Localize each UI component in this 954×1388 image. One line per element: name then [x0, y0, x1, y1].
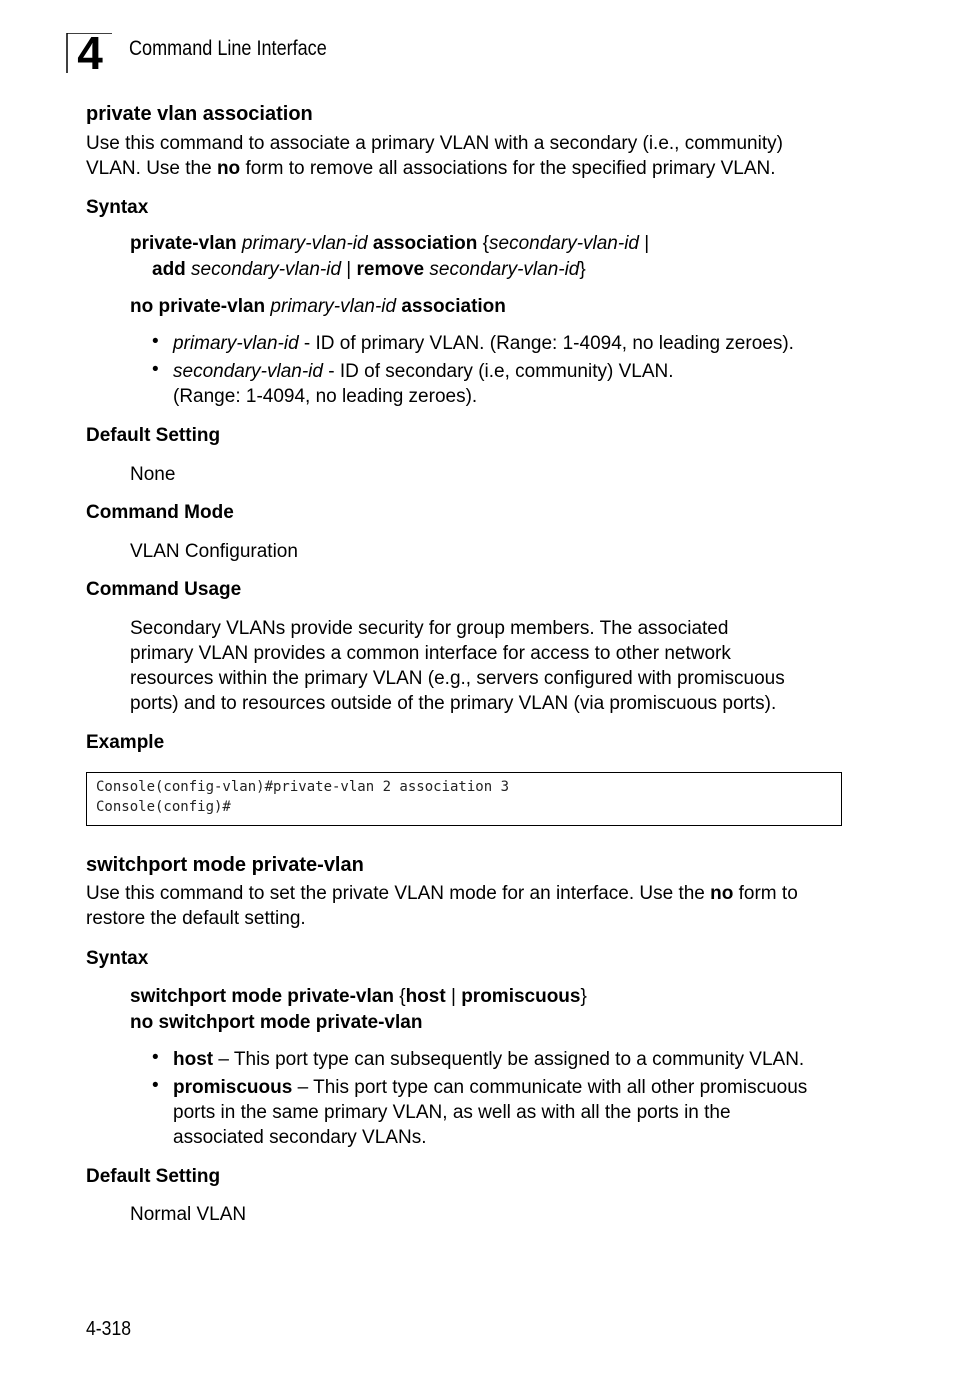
syntax-heading: Syntax: [86, 948, 149, 969]
command-description: Use this command to associate a primary VLAN with a secondary (i.e., community) VLAN. Use the no form to remove all associations for the specified primary VLAN.: [86, 133, 783, 179]
code-line: Console(config)#: [96, 799, 231, 815]
code-example-box: [86, 772, 842, 826]
running-header: Command Line Interface: [129, 37, 327, 60]
param-primary-vlan-id: primary-vlan-id - ID of primary VLAN. (Range: 1-4094, no leading zeroes).: [173, 333, 794, 354]
command-description: Use this command to set the private VLAN mode for an interface. Use the no form to restore the default setting.: [86, 883, 798, 929]
code-line: Console(config-vlan)#private-vlan 2 association 3: [96, 779, 510, 795]
svg-text:4: 4: [77, 33, 103, 73]
syntax-line: switchport mode private-vlan {host | promiscuous} no switchport mode private-vlan: [130, 986, 587, 1033]
syntax-line: private-vlan primary-vlan-id association {secondary-vlan-id | add secondary-vlan-id | remove secondary-vlan-id}: [130, 233, 650, 280]
default-setting-heading: Default Setting: [86, 1166, 221, 1187]
param-host: host – This port type can subsequently be assigned to a community VLAN.: [173, 1049, 805, 1070]
param-secondary-vlan-id: secondary-vlan-id - ID of secondary (i.e, community) VLAN. (Range: 1-4094, no leading zeroes).: [173, 361, 674, 407]
default-setting-value: Normal VLAN: [130, 1204, 247, 1225]
bullet: •: [152, 359, 159, 380]
command-mode-value: VLAN Configuration: [130, 541, 298, 562]
bullet: •: [152, 1075, 159, 1096]
bullet: •: [152, 1047, 159, 1068]
param-promiscuous: promiscuous – This port type can communicate with all other promiscuous ports in the same primary VLAN, as well as with all the ports in the associated secondary VLANs.: [173, 1077, 808, 1148]
bullet: •: [152, 331, 159, 352]
command-usage-text: Secondary VLANs provide security for group members. The associated primary VLAN provides a common interface for access to other network resources within the primary VLAN (e.g., servers configured with promiscuous ports) and to resources outside of the primary VLAN (via promiscuous ports).: [130, 618, 785, 714]
syntax-heading: Syntax: [86, 197, 149, 218]
command-title: private vlan association: [86, 103, 313, 125]
command-title: switchport mode private-vlan: [86, 854, 364, 876]
syntax-line-no-form: no private-vlan primary-vlan-id association: [130, 296, 506, 317]
example-heading: Example: [86, 732, 165, 753]
default-setting-value: None: [130, 464, 176, 485]
default-setting-heading: Default Setting: [86, 425, 221, 446]
chapter-number-4: [66, 33, 112, 73]
page-number: 4-318: [86, 1318, 132, 1340]
command-usage-heading: Command Usage: [86, 579, 242, 600]
command-mode-heading: Command Mode: [86, 502, 234, 523]
